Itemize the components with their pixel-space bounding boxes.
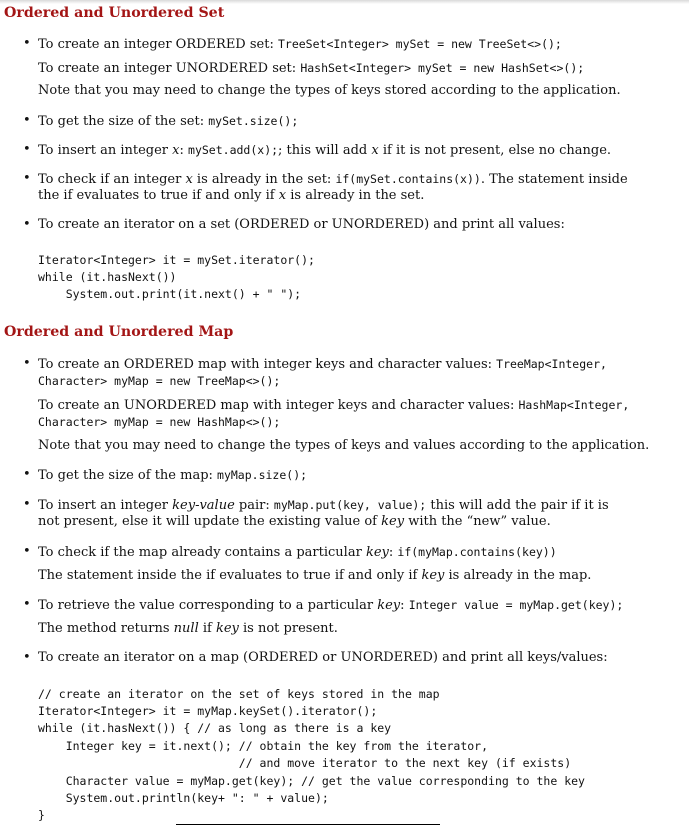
map-get-line2-key: key <box>215 621 239 636</box>
map-get-line2-post: is not present. <box>238 621 338 636</box>
set-insert-code: mySet.add(x); <box>188 143 279 157</box>
set-size-text: To get the size of the set: <box>38 114 205 129</box>
map-contains-key: key <box>365 545 389 560</box>
map-note: Note that you may need to change the types of keys and values according to the application. <box>38 438 650 453</box>
map-insert-mid: pair: <box>234 498 270 513</box>
map-contains-code: if(myMap.contains(key)) <box>397 545 557 559</box>
map-code-line: System.out.println(key+ ": " + value); <box>38 791 329 805</box>
map-get-pre: To retrieve the value corresponding to a particular <box>38 598 378 613</box>
set-insert-colon: : <box>179 143 184 158</box>
set-check-var: x <box>185 172 193 187</box>
map-unordered-line2 <box>38 414 280 431</box>
map-get-key: key <box>377 598 401 613</box>
map-code-line: // create an iterator on the set of keys stored in the map <box>38 687 440 701</box>
map-contains-line2 <box>38 568 591 584</box>
bullet: • <box>23 467 31 482</box>
bullet: • <box>23 497 31 512</box>
map-ordered-code-2: Character> myMap = new TreeMap<>(); <box>38 374 281 388</box>
map-get-line <box>38 597 623 614</box>
set-check-post: . The statement inside <box>480 172 628 187</box>
map-unordered-code-2: Character> myMap = new HashMap<>(); <box>38 415 281 429</box>
map-section-heading: Ordered and Unordered Map <box>4 324 234 340</box>
map-contains-line2-pre: The statement inside the if evaluates to true if and only if <box>38 568 422 583</box>
set-check-line2-var: x <box>278 188 287 203</box>
map-unordered-text: To create an UNORDERED map with integer keys and character values: <box>38 398 515 413</box>
map-iter-text: To create an iterator on a map (ORDERED or UNORDERED) and print all keys/values: <box>38 650 608 665</box>
map-size-line <box>38 467 307 484</box>
bullet: • <box>23 650 31 665</box>
set-check-line <box>38 171 628 188</box>
map-code-line: while (it.hasNext()) { // as long as there is a key <box>38 721 392 735</box>
set-size-line <box>38 113 298 130</box>
bullet: • <box>23 113 31 128</box>
map-insert-code: myMap.put(key, value); <box>273 498 427 512</box>
set-code-line: while (it.hasNext()) <box>38 270 177 284</box>
set-note: Note that you may need to change the types of keys stored according to the application. <box>38 83 621 98</box>
footnote-rule <box>176 824 440 825</box>
set-insert-pre: To insert an integer <box>38 143 173 158</box>
map-insert-line2-post: with the “new” value. <box>404 514 551 529</box>
set-code-line: Iterator<Integer> it = mySet.iterator(); <box>38 253 315 267</box>
set-insert-var2: x <box>371 143 379 158</box>
map-insert-line2-pre: not present, else it will update the existing value of <box>38 514 382 529</box>
bullet: • <box>23 544 31 559</box>
map-code-line: Character value = myMap.get(key); // get the value corresponding to the key <box>38 774 585 788</box>
set-ordered-text: To create an integer ORDERED set: <box>38 37 274 52</box>
set-check-line2-post: is already in the set. <box>286 188 425 203</box>
set-unordered-code: HashSet<Integer> mySet = new HashSet<>(); <box>300 61 585 75</box>
set-ordered-line <box>38 36 562 53</box>
map-insert-line2 <box>38 514 551 530</box>
map-insert-kv: key-value <box>172 498 235 513</box>
map-get-colon: : <box>400 598 405 613</box>
map-size-text: To get the size of the map: <box>38 468 213 483</box>
map-code-line: Integer key = it.next(); // obtain the key from the iterator, <box>38 739 489 753</box>
map-contains-colon: : <box>388 545 394 560</box>
map-code-line: } <box>38 808 45 822</box>
map-get-code: Integer value = myMap.get(key); <box>408 598 624 612</box>
bullet: • <box>23 142 31 157</box>
map-insert-line <box>38 497 609 514</box>
map-code-line: // and move iterator to the next key (if exists) <box>38 756 572 770</box>
set-check-line2-pre: the if evaluates to true if and only if <box>38 188 279 203</box>
set-insert-post2: if it is not present, else no change. <box>378 143 612 158</box>
map-ordered-text: To create an ORDERED map with integer keys and character values: <box>38 357 492 372</box>
set-check-line2 <box>38 188 424 204</box>
map-unordered-code-1: HashMap<Integer, <box>518 398 630 412</box>
set-size-code: mySet.size(); <box>208 114 299 128</box>
set-insert-post1: ; this will add <box>278 143 372 158</box>
map-code-line: Iterator<Integer> it = myMap.keySet().iterator(); <box>38 704 378 718</box>
map-size-code: myMap.size(); <box>217 468 308 482</box>
set-iter-text: To create an iterator on a set (ORDERED or UNORDERED) and print all values: <box>38 217 565 232</box>
map-insert-pre: To insert an integer <box>38 498 173 513</box>
set-ordered-code: TreeSet<Integer> mySet = new TreeSet<>(); <box>277 37 562 51</box>
set-unordered-text: To create an integer UNORDERED set: <box>38 61 297 76</box>
top-shadow <box>0 0 689 4</box>
map-get-line2-null: null <box>173 621 199 636</box>
set-insert-line <box>38 142 611 159</box>
set-check-mid: is already in the set: <box>192 172 332 187</box>
map-ordered-line <box>38 356 607 373</box>
map-contains-line <box>38 544 557 561</box>
set-section-heading: Ordered and Unordered Set <box>4 5 225 21</box>
map-contains-line2-key: key <box>421 568 445 583</box>
map-contains-line2-post: is already in the map. <box>444 568 592 583</box>
bullet: • <box>23 597 31 612</box>
map-get-line2-pre: The method returns <box>38 621 174 636</box>
map-ordered-line2 <box>38 373 280 390</box>
set-unordered-line <box>38 60 584 77</box>
map-get-line2-mid: if <box>198 621 216 636</box>
map-unordered-line <box>38 397 629 414</box>
map-insert-post: this will add the pair if it is <box>426 498 609 513</box>
set-check-pre: To check if an integer <box>38 172 186 187</box>
set-insert-var: x <box>172 143 180 158</box>
bullet: • <box>23 356 31 371</box>
map-contains-pre: To check if the map already contains a particular <box>38 545 366 560</box>
bullet: • <box>23 36 31 51</box>
map-ordered-code-1: TreeMap<Integer, <box>496 357 607 371</box>
bullet: • <box>23 217 31 232</box>
map-get-line2 <box>38 621 338 637</box>
map-insert-line2-key: key <box>381 514 405 529</box>
set-check-code: if(mySet.contains(x)) <box>335 172 481 186</box>
bullet: • <box>23 171 31 186</box>
set-code-line: System.out.print(it.next() + " "); <box>38 287 302 301</box>
